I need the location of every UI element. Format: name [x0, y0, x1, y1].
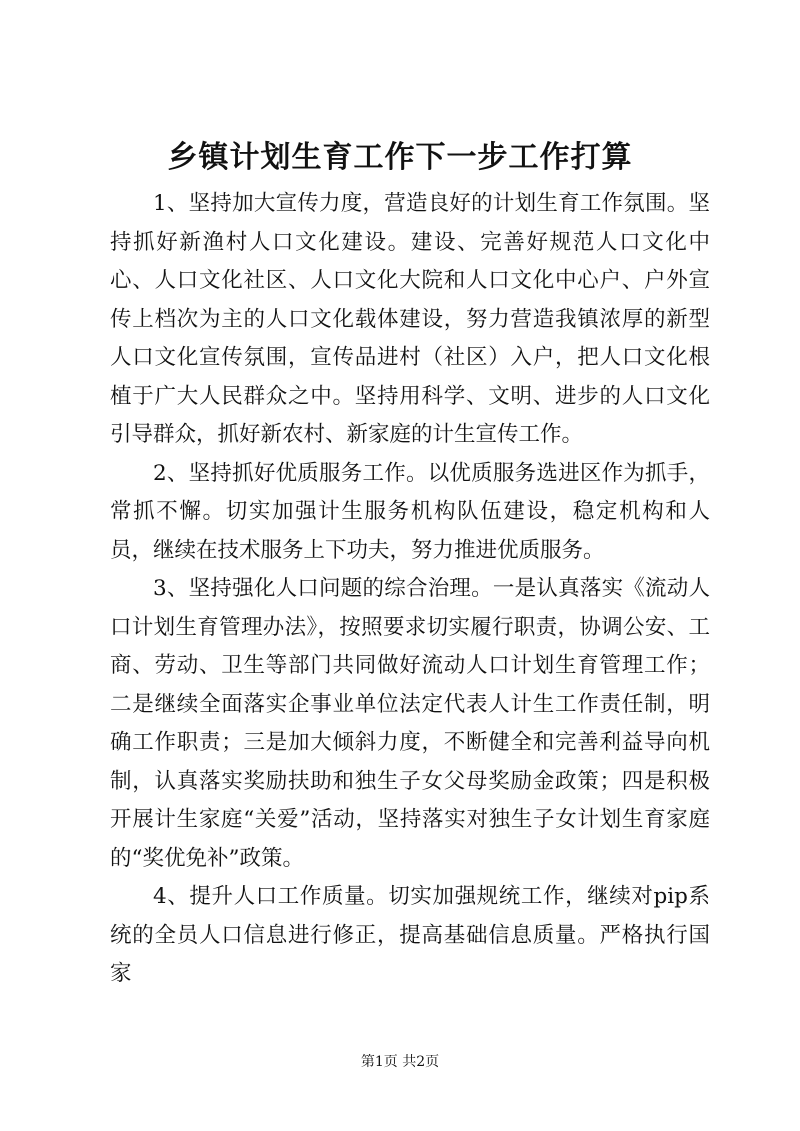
paragraph-2: 2、坚持抓好优质服务工作。以优质服务选进区作为抓手，常抓不懈。切实加强计生服务机构队伍建设，稳定机构和人员，继续在技术服务上下功夫，努力推进优质服务。	[110, 460, 710, 563]
paragraph-1: 1、坚持加大宣传力度，营造良好的计划生育工作氛围。坚持抓好新渔村人口文化建设。建设、完善好规范人口文化中心、人口文化社区、人口文化大院和人口文化中心户、户外宣传上档次为主的人口文化载体建设，努力营造我镇浓厚的新型人口文化宣传氛围，宣传品进村（社区）入户，把人口文化根植于广大人民群众之中。坚持用科学、文明、进步的人口文化引导群众，抓好新农村、新家庭的计生宣传工作。	[110, 191, 710, 447]
paragraph-4: 4、提升人口工作质量。切实加强规统工作，继续对pip系统的全员人口信息进行修正，提高基础信息质量。严格执行国家	[110, 884, 710, 986]
page-footer: 第1页 共2页	[360, 1054, 440, 1070]
document-body	[110, 185, 710, 994]
document-title: 乡镇计划生育工作下一步工作打算	[167, 140, 633, 175]
paragraph-3: 3、坚持强化人口问题的综合治理。一是认真落实《流动人口计划生育管理办法》，按照要求切实履行职责，协调公安、工商、劳动、卫生等部门共同做好流动人口计划生育管理工作；二是继续全面落实企事业单位法定代表人计生工作责任制，明确工作职责；三是加大倾斜力度，不断健全和完善利益导向机制，认真落实奖励扶助和独生子女父母奖励金政策；四是积极开展计生家庭“关爱”活动，坚持落实对独生子女计划生育家庭的“奖优免补”政策。	[110, 576, 710, 871]
